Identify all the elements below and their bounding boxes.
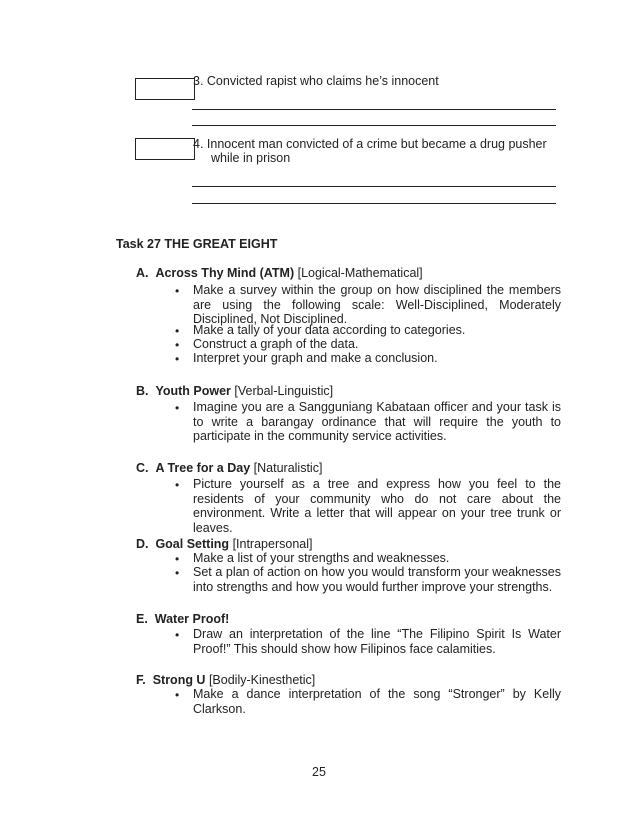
section-c-letter: C.: [136, 461, 149, 475]
item-4-text-cont: while in prison: [211, 151, 291, 165]
section-d-bullet-2: Set a plan of action on how you would transform your weaknesses into strengths and how you would further improve your strengths.: [193, 565, 561, 594]
section-a-title: [136, 266, 423, 280]
answer-box-4[interactable]: [135, 138, 195, 160]
section-e-bullet-1: Draw an interpretation of the line “The Filipino Spirit Is Water Proof!” This should show how Filipinos face calamities.: [193, 627, 561, 656]
answer-box-3[interactable]: [135, 78, 195, 100]
section-e-name: Water Proof!: [154, 612, 230, 626]
page-number: 25: [312, 765, 326, 779]
bullet-icon: •: [175, 338, 180, 352]
section-d-name: Goal Setting: [155, 537, 230, 551]
bullet-icon: •: [175, 628, 180, 642]
section-c-name: A Tree for a Day: [155, 461, 251, 475]
answer-line-4b: [192, 203, 556, 204]
section-a-bullet-2: Make a tally of your data according to categories.: [193, 323, 466, 337]
answer-line-3b: [192, 125, 556, 126]
section-f-letter: F.: [136, 673, 146, 687]
bullet-icon: •: [175, 352, 180, 366]
bullet-icon: •: [175, 401, 180, 415]
section-c-category: [Naturalistic]: [253, 461, 323, 475]
item-3-text: 3. Convicted rapist who claims he’s innocent: [193, 74, 439, 88]
answer-line-4a: [192, 186, 556, 187]
task-title: Task 27 THE GREAT EIGHT: [116, 237, 278, 251]
section-d-category: [Intrapersonal]: [232, 537, 313, 551]
section-b-category: [Verbal-Linguistic]: [234, 384, 334, 398]
section-d-title: [136, 537, 312, 551]
section-a-bullet-4: Interpret your graph and make a conclusion.: [193, 351, 438, 365]
bullet-icon: •: [175, 688, 180, 702]
section-b-letter: B.: [136, 384, 149, 398]
bullet-icon: •: [175, 566, 180, 580]
section-e-letter: E.: [136, 612, 148, 626]
section-a-category: [Logical-Mathematical]: [297, 266, 423, 280]
section-f-title: [136, 673, 315, 687]
section-d-bullet-1: Make a list of your strengths and weaknesses.: [193, 551, 450, 565]
section-f-bullet-1: Make a dance interpretation of the song “Stronger” by Kelly Clarkson.: [193, 687, 561, 716]
section-a-letter: A.: [136, 266, 149, 280]
section-a-name: Across Thy Mind (ATM): [155, 266, 295, 280]
section-c-title: [136, 461, 322, 475]
section-b-bullet-1: Imagine you are a Sangguniang Kabataan officer and your task is to write a barangay ordinance that will require the youth to participate in the community service activities.: [193, 400, 561, 443]
bullet-icon: •: [175, 324, 180, 338]
section-e-title: [136, 612, 229, 626]
bullet-icon: •: [175, 552, 180, 566]
item-4-text: 4. Innocent man convicted of a crime but became a drug pusher: [193, 137, 547, 151]
answer-line-3a: [192, 109, 556, 110]
section-b-name: Youth Power: [155, 384, 231, 398]
section-a-bullet-3: Construct a graph of the data.: [193, 337, 359, 351]
bullet-icon: •: [175, 284, 180, 298]
bullet-icon: •: [175, 478, 180, 492]
section-f-category: [Bodily-Kinesthetic]: [208, 673, 316, 687]
section-b-title: [136, 384, 333, 398]
section-f-name: Strong U: [152, 673, 206, 687]
section-d-letter: D.: [136, 537, 149, 551]
section-c-bullet-1: Picture yourself as a tree and express how you feel to the residents of your community who do not care about the environment. Write a letter that will appear on your tree trunk or leaves.: [193, 477, 561, 535]
section-a-bullet-1: Make a survey within the group on how disciplined the members are using the following scale: Well-Disciplined, Moderately Disciplined, Not Disciplined.: [193, 283, 561, 326]
